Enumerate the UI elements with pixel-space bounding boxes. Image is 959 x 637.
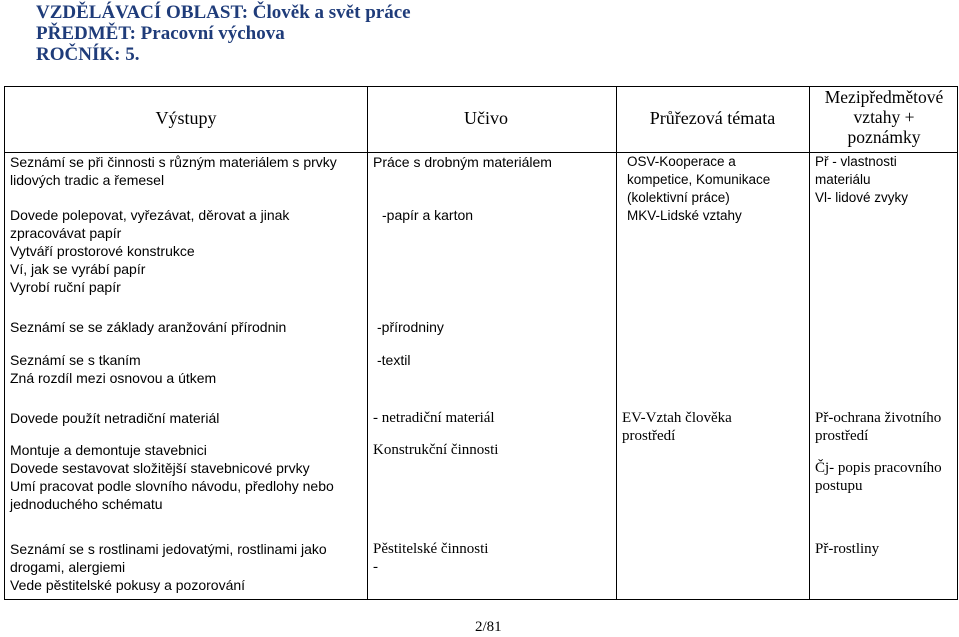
list-item: Vytváří prostorové konstrukce	[10, 243, 195, 259]
grade-title: ROČNÍK: 5.	[36, 44, 140, 65]
row1-temata	[627, 153, 770, 225]
list-item: (kolektivní práce)	[627, 190, 730, 205]
row1-ucivo	[373, 153, 552, 224]
list-item: Pěstitelské činnosti	[373, 541, 489, 557]
row3-temata	[622, 409, 732, 445]
row3-vystupy	[10, 409, 334, 513]
list-item: prostředí	[622, 428, 676, 444]
subject-title: PŘEDMĚT: Pracovní výchova	[36, 23, 285, 44]
column-header-mezipredmetove: Mezipředmětové vztahy + poznámky	[824, 87, 944, 147]
list-item: Umí pracovat podle slovního návodu, předlohy nebo	[10, 478, 334, 494]
list-item: OSV-Kooperace a	[627, 154, 736, 169]
list-item: -	[373, 559, 378, 575]
list-item: Vede pěstitelské pokusy a pozorování	[10, 577, 246, 593]
list-item: Př-rostliny	[815, 541, 880, 557]
list-item: Ví, jak se vyrábí papír	[10, 261, 146, 277]
list-item: Dovede použít netradiční materiál	[10, 410, 220, 426]
list-item: lidových tradic a řemesel	[10, 172, 165, 188]
list-item: - netradiční materiál	[373, 410, 495, 426]
row3-ucivo	[373, 409, 498, 459]
list-item: -textil	[377, 352, 411, 368]
column-divider	[616, 87, 617, 599]
list-item: Dovede sestavovat složitější stavebnicové prvky	[10, 460, 310, 476]
row1-mezi	[815, 153, 908, 207]
document-header	[36, 2, 411, 65]
list-item: materiálu	[815, 172, 871, 187]
list-item: Vl- lidové zvyky	[815, 190, 909, 205]
list-item: Montuje a demontuje stavebnici	[10, 442, 207, 458]
curriculum-table	[4, 86, 958, 600]
list-item: EV-Vztah člověka	[622, 410, 732, 426]
row2-ucivo	[377, 318, 444, 369]
column-divider	[809, 87, 810, 599]
row4-mezi	[815, 540, 879, 558]
list-item: Konstrukční činnosti	[373, 442, 499, 458]
column-header-ucivo: Učivo	[464, 108, 508, 128]
list-item: Seznámí se s rostlinami jedovatými, rostlinami jako	[10, 541, 327, 557]
area-title: VZDĚLÁVACÍ OBLAST: Člověk a svět práce	[36, 2, 411, 23]
list-item: kompetice, Komunikace	[627, 172, 771, 187]
list-item: MKV-Lidské vztahy	[627, 208, 742, 223]
list-item: -papír a karton	[382, 207, 474, 223]
list-item: Vyrobí ruční papír	[10, 279, 121, 295]
list-item: postupu	[815, 478, 863, 494]
row1-vystupy	[10, 153, 337, 296]
list-item: Seznámí se při činnosti s různým materiálem s prvky	[10, 154, 337, 170]
list-item: -přírodniny	[377, 319, 444, 335]
row2-vystupy	[10, 318, 286, 387]
list-item: zpracovávat papír	[10, 225, 122, 241]
list-item: Práce s drobným materiálem	[373, 154, 552, 170]
list-item: Seznámí se s tkaním	[10, 352, 141, 368]
list-item: jednoduchého schématu	[10, 496, 163, 512]
column-header-temata: Průřezová témata	[649, 108, 776, 128]
list-item: Čj- popis pracovního	[815, 460, 942, 476]
row4-vystupy	[10, 540, 327, 594]
column-divider	[367, 87, 368, 599]
list-item: Seznámí se se základy aranžování přírodnin	[10, 319, 287, 335]
list-item: prostředí	[815, 428, 869, 444]
list-item: Př-ochrana životního	[815, 410, 942, 426]
column-header-vystupy: Výstupy	[155, 108, 217, 128]
page-number: 2/81	[475, 619, 502, 635]
list-item: drogami, alergiemi	[10, 559, 126, 575]
row3-mezi	[815, 409, 942, 495]
list-item: Dovede polepovat, vyřezávat, děrovat a jinak	[10, 207, 290, 223]
list-item: Př - vlastnosti	[815, 154, 897, 169]
row4-ucivo	[373, 540, 488, 576]
list-item: Zná rozdíl mezi osnovou a útkem	[10, 370, 217, 386]
